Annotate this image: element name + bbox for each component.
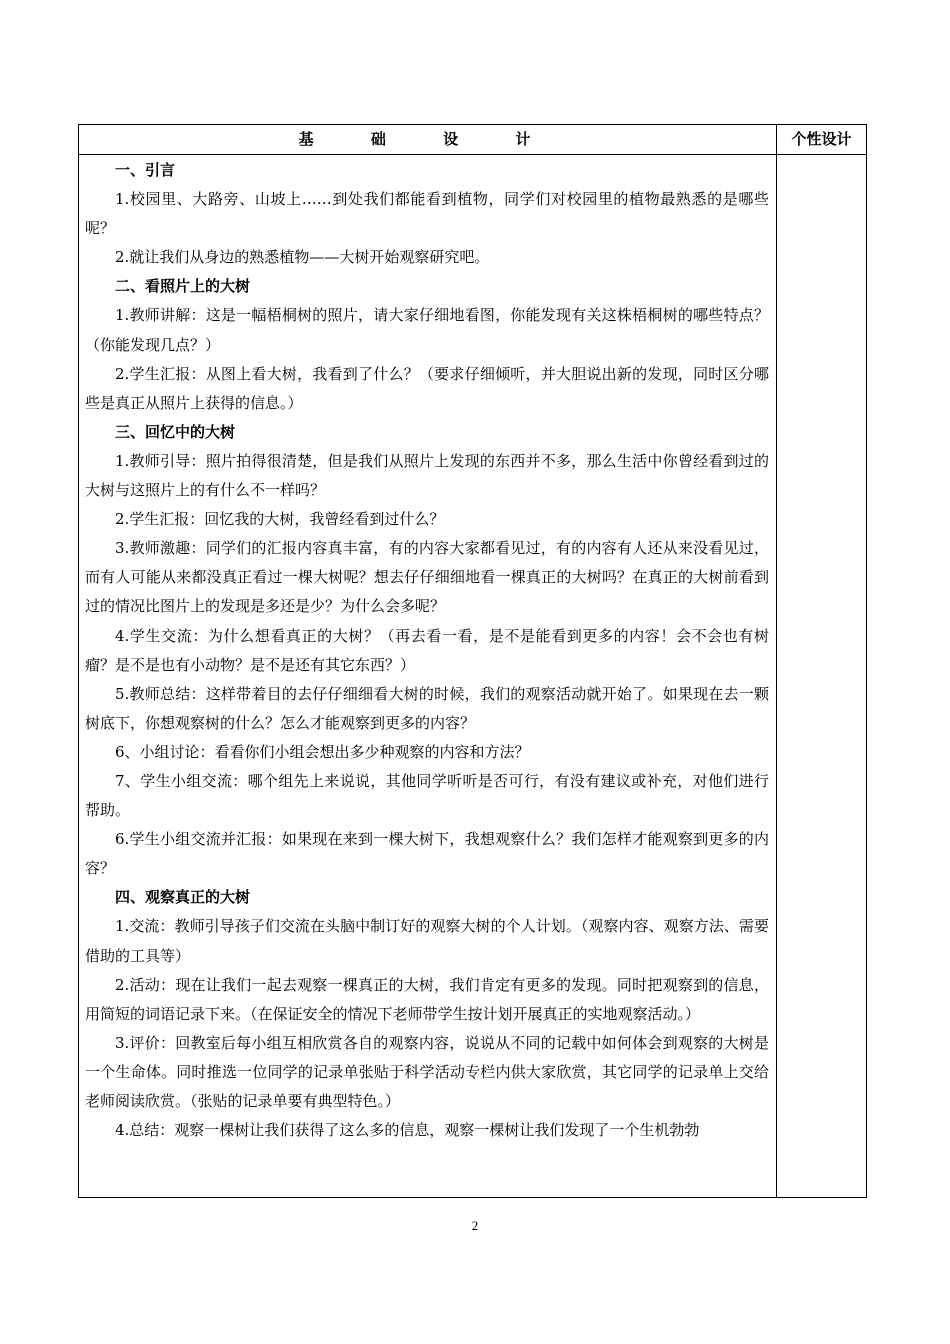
personal-design-header: 个性设计 xyxy=(791,130,852,148)
paragraph: 3.教师激趣：同学们的汇报内容真丰富，有的内容大家都看见过，有的内容有人还从来没看见过，而有人可能从来都没真正看过一棵大树呢？想去仔仔细细地看一棵真正的大树吗？在真正的大树前看到过的情况比图片上的发现是多还是少？为什么会多呢？ xyxy=(85,539,769,616)
paragraph: 2.学生汇报：回忆我的大树，我曾经看到过什么？ xyxy=(115,510,445,529)
paragraph: 6、小组讨论：看看你们小组会想出多少种观察的内容和方法？ xyxy=(115,742,530,761)
paragraph: 4.学生交流：为什么想看真正的大树？（再去看一看，是不是能看到更多的内容！会不会也有树瘤？是不是也有小动物？是不是还有其它东西？） xyxy=(85,626,769,674)
page-number: 2 xyxy=(471,1218,479,1233)
paragraph: 7、学生小组交流：哪个组先上来说说，其他同学听听是否可行，有没有建议或补充，对他们进行帮助。 xyxy=(85,771,769,820)
table-header-row xyxy=(79,125,866,155)
section-heading: 一、引言 xyxy=(115,161,176,179)
paragraph: 3.评价：回教室后每小组互相欣赏各自的观察内容，说说从不同的记载中如何体会到观察的大树是一个生命体。同时推选一位同学的记录单张贴于科学活动专栏内供大家欣赏，其它同学的记录单上交给老师阅读欣赏。（张贴的记录单要有典型特色。） xyxy=(85,1033,769,1110)
paragraph: 4.总结：观察一棵树让我们获得了这么多的信息，观察一棵树让我们发现了一个生机勃勃 xyxy=(115,1121,700,1140)
paragraph: 2.活动：现在让我们一起去观察一棵真正的大树，我们肯定有更多的发现。同时把观察到的信息，用简短的词语记录下来。（在保证安全的情况下老师带学生按计划开展真正的实地观察活动。） xyxy=(85,975,769,1023)
paragraph: 2.学生汇报：从图上看大树，我看到了什么？（要求仔细倾听，并大胆说出新的发现，同时区分哪些是真正从照片上获得的信息。） xyxy=(85,364,769,412)
paragraph: 1.校园里、大路旁、山坡上……到处我们都能看到植物，同学们对校园里的植物最熟悉的是哪些呢？ xyxy=(85,190,769,238)
basic-design-content xyxy=(85,156,769,1145)
paragraph: 1.教师引导：照片拍得很清楚，但是我们从照片上发现的东西并不多，那么生活中你曾经看到过的大树与这照片上的有什么不一样吗？ xyxy=(85,451,769,500)
section-heading: 三、回忆中的大树 xyxy=(115,422,236,441)
section-heading: 二、看照片上的大树 xyxy=(115,277,251,296)
section-heading: 四、观察真正的大树 xyxy=(115,888,251,907)
paragraph: 5.教师总结：这样带着目的去仔仔细细看大树的时候，我们的观察活动就开始了。如果现在去一颗树底下，你想观察树的什么？怎么才能观察到更多的内容？ xyxy=(85,684,769,732)
lesson-table xyxy=(78,124,867,1198)
paragraph: 2.就让我们从身边的熟悉植物——大树开始观察研究吧。 xyxy=(115,248,490,267)
paragraph: 1.交流：教师引导孩子们交流在头脑中制订好的观察大树的个人计划。（观察内容、观察方法、需要借助的工具等） xyxy=(85,917,769,965)
basic-design-header: 基 础 设 计 xyxy=(298,130,557,148)
paragraph: 6.学生小组交流并汇报：如果现在来到一棵大树下，我想观察什么？我们怎样才能观察到更多的内容？ xyxy=(85,830,769,878)
column-divider xyxy=(776,125,777,1197)
paragraph: 1.教师讲解：这是一幅梧桐树的照片，请大家仔细地看图，你能发现有关这株梧桐树的哪些特点？（你能发现几点？） xyxy=(85,306,769,354)
